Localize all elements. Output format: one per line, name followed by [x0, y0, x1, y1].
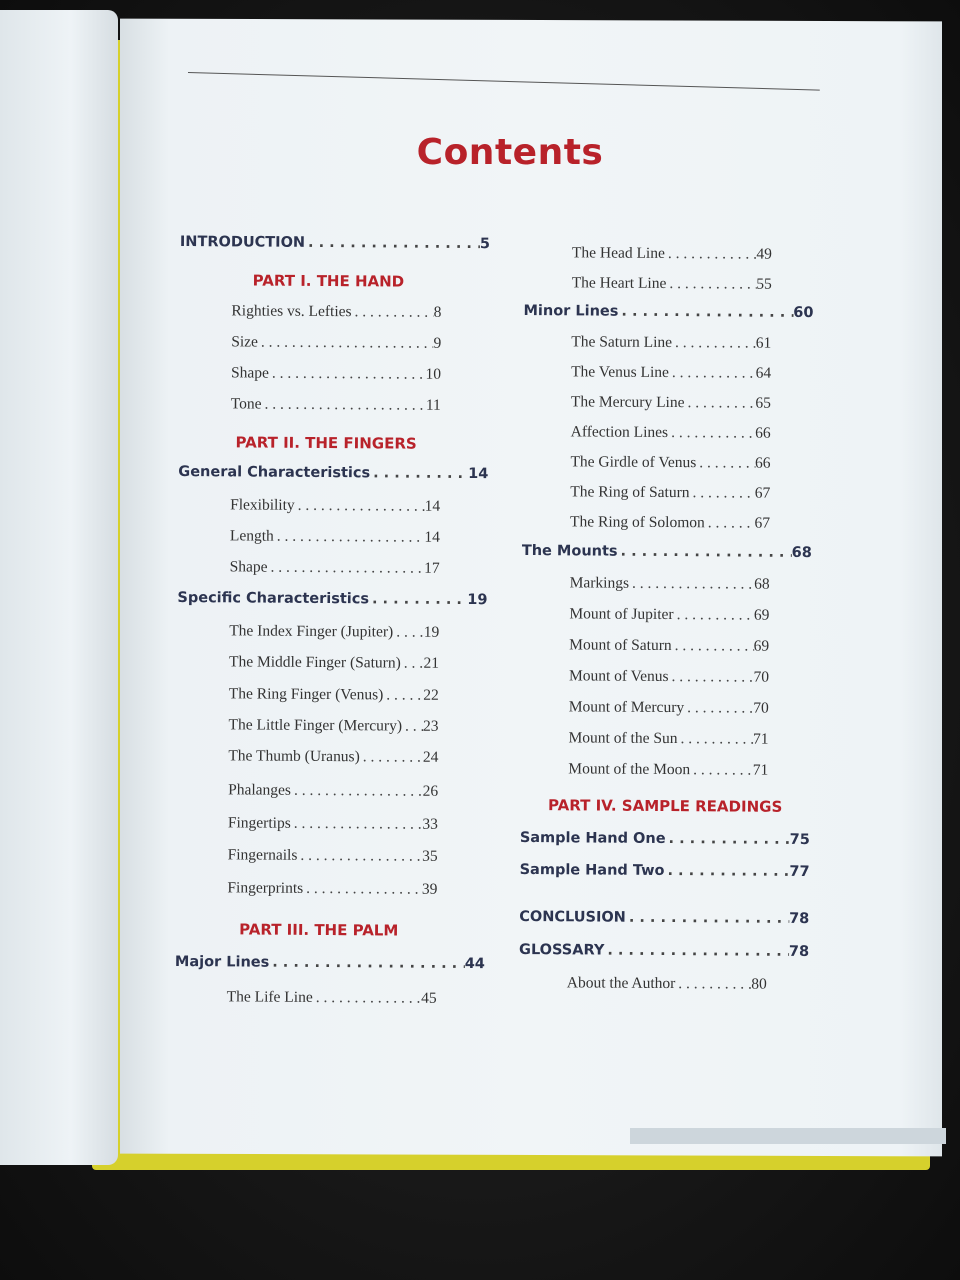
toc-page-number: 14	[424, 528, 440, 546]
page-bottom-edge	[630, 1128, 946, 1144]
toc-entry-label: The Ring of Solomon	[570, 513, 705, 532]
toc-entry	[570, 483, 770, 502]
toc-entry-label: Major Lines	[174, 953, 270, 971]
toc-entry	[571, 363, 771, 382]
toc-page-number: 66	[754, 454, 771, 472]
dot-leader	[268, 559, 425, 578]
dot-leader	[262, 396, 426, 415]
toc-page-number: 78	[789, 910, 810, 928]
dot-leader	[401, 655, 424, 673]
toc-entry	[231, 333, 441, 352]
toc-section-entry	[177, 590, 487, 608]
toc-entry-label: The Thumb (Uranus)	[228, 747, 360, 766]
toc-entry-label: The Heart Line	[571, 274, 667, 292]
toc-section-entry	[520, 830, 810, 848]
toc-entry-label: The Head Line	[571, 244, 665, 262]
toc-entry-label: Tone	[230, 395, 262, 413]
dot-leader	[303, 880, 422, 899]
toc-page-number: 71	[752, 730, 769, 748]
toc-entry-label: General Characteristics	[178, 463, 371, 482]
toc-entry-label: Fingerprints	[227, 879, 304, 897]
dot-leader	[291, 782, 423, 801]
toc-entry	[228, 814, 438, 833]
dot-leader	[675, 975, 751, 994]
toc-entry	[231, 395, 441, 414]
toc-entry-label: The Mercury Line	[570, 393, 685, 412]
toc-page-number: 19	[423, 623, 440, 641]
part-heading: PART IV. SAMPLE READINGS	[548, 796, 783, 816]
toc-page-number: 61	[755, 334, 772, 352]
toc-entry-label: The Ring Finger (Venus)	[228, 685, 384, 704]
toc-section-entry	[520, 862, 810, 880]
toc-page-number: 75	[789, 831, 810, 849]
toc-entry-label: Shape	[230, 364, 269, 382]
dot-leader	[291, 815, 423, 834]
toc-entry	[570, 574, 770, 593]
toc-page-number: 9	[433, 334, 442, 352]
toc-page-number: 77	[789, 863, 810, 881]
dot-leader	[618, 304, 793, 321]
dot-leader	[629, 575, 754, 594]
toc-section-entry	[178, 464, 488, 482]
dot-leader	[295, 497, 425, 516]
toc-entry	[230, 527, 440, 546]
toc-page-number: 5	[479, 236, 490, 253]
dot-leader	[618, 544, 792, 561]
toc-page-number: 64	[755, 364, 772, 382]
toc-entry-label: About the Author	[566, 974, 676, 993]
toc-section-entry	[519, 909, 809, 927]
toc-entry-label: Specific Characteristics	[177, 589, 370, 608]
toc-entry	[229, 685, 439, 704]
toc-entry-label: Mount of Saturn	[569, 636, 672, 655]
toc-entry-label: Length	[229, 527, 274, 545]
toc-page-number: 69	[753, 606, 770, 624]
toc-page-number: 65	[755, 394, 771, 412]
toc-entry-label: Affection Lines	[570, 423, 669, 442]
toc-entry	[568, 729, 768, 748]
toc-page-number: 67	[754, 514, 771, 532]
dot-leader	[705, 514, 755, 532]
dot-leader	[402, 718, 423, 736]
dot-leader	[672, 637, 754, 656]
toc-entry	[569, 667, 769, 686]
toc-page-number: 24	[422, 748, 439, 766]
toc-entry	[228, 846, 438, 865]
dot-leader	[305, 235, 480, 252]
toc-page-number: 33	[422, 815, 438, 833]
dot-leader	[666, 831, 790, 848]
toc-entry-label: INTRODUCTION	[179, 234, 306, 251]
toc-entry-label: The Little Finger (Mercury)	[228, 716, 403, 735]
dot-leader	[369, 591, 467, 608]
dot-leader	[626, 910, 789, 927]
toc-entry-label: Sample Hand One	[519, 829, 666, 848]
toc-entry-label: Mount of Mercury	[568, 698, 685, 717]
toc-entry	[570, 513, 770, 532]
toc-entry-label: Mount of Venus	[568, 667, 669, 686]
contents-page	[120, 19, 942, 1157]
toc-section-entry	[522, 543, 812, 561]
toc-page-number: 26	[422, 782, 439, 800]
toc-entry	[231, 364, 441, 383]
toc-entry-label: Markings	[569, 574, 630, 592]
toc-page-number: 78	[788, 943, 810, 961]
dot-leader	[352, 303, 434, 322]
toc-entry	[230, 558, 440, 577]
toc-page-number: 10	[425, 365, 442, 383]
toc-entry-label: Righties vs. Lefties	[231, 302, 352, 321]
toc-entry	[228, 747, 438, 766]
toc-entry-label: The Saturn Line	[571, 333, 673, 352]
dot-leader	[669, 668, 754, 687]
toc-section-entry	[180, 234, 490, 252]
toc-page-number: 35	[422, 847, 438, 865]
toc-page-number: 22	[423, 686, 439, 704]
toc-entry-label: GLOSSARY	[519, 941, 605, 959]
toc-entry	[229, 653, 439, 672]
toc-entry	[571, 333, 771, 352]
toc-page-number: 55	[756, 275, 772, 293]
dot-leader	[696, 454, 755, 472]
toc-page-number: 68	[791, 544, 812, 562]
toc-entry	[568, 760, 768, 779]
toc-entry	[227, 988, 437, 1007]
toc-entry	[569, 636, 769, 655]
toc-page-number: 14	[424, 497, 441, 515]
toc-entry	[572, 244, 772, 263]
dot-leader	[269, 955, 465, 972]
dot-leader	[666, 275, 756, 294]
toc-page-number: 45	[421, 989, 437, 1007]
part-heading: PART III. THE PALM	[239, 920, 399, 940]
toc-entry	[569, 605, 769, 624]
dot-leader	[690, 761, 753, 779]
dot-leader	[665, 245, 757, 264]
dot-leader	[274, 528, 425, 547]
toc-entry	[228, 781, 438, 800]
toc-entry	[572, 274, 772, 293]
toc-page-number: 21	[423, 654, 440, 672]
toc-entry-label: The Life Line	[226, 988, 313, 1006]
toc-entry-label: The Mounts	[521, 542, 618, 560]
page-title: Contents	[416, 132, 604, 173]
toc-entry	[229, 622, 439, 641]
dot-leader	[383, 686, 423, 704]
dot-leader	[672, 334, 756, 353]
dot-leader	[313, 989, 422, 1008]
toc-entry	[229, 716, 439, 735]
toc-entry-label: Minor Lines	[523, 302, 619, 320]
toc-entry-label: Sample Hand Two	[519, 861, 665, 879]
dot-leader	[668, 424, 755, 443]
toc-page-number: 70	[753, 668, 770, 686]
toc-entry-label: The Index Finger (Jupiter)	[229, 622, 394, 641]
toc-entry-label: Fingernails	[227, 846, 298, 864]
toc-entry	[569, 698, 769, 717]
part-heading: PART II. THE FINGERS	[235, 433, 417, 453]
toc-entry-label: Mount of the Sun	[568, 729, 678, 748]
toc-page-number: 23	[423, 717, 439, 735]
toc-entry-label: Mount of the Moon	[568, 760, 691, 779]
toc-entry-label: Fingertips	[227, 814, 291, 832]
toc-entry-label: Phalanges	[228, 781, 292, 799]
toc-page-number: 8	[433, 303, 442, 321]
dot-leader	[689, 484, 754, 502]
toc-page-number: 39	[421, 880, 438, 898]
toc-page-number: 67	[754, 484, 771, 502]
toc-entry	[230, 496, 440, 515]
toc-page-number: 17	[424, 559, 440, 577]
toc-page-number: 70	[753, 699, 769, 717]
toc-entry	[571, 423, 771, 442]
dot-leader	[684, 394, 755, 412]
toc-entry-label: The Ring of Saturn	[570, 483, 690, 502]
toc-page-number: 60	[793, 304, 814, 322]
toc-entry-label: CONCLUSION	[519, 908, 626, 926]
dot-leader	[604, 943, 789, 960]
dot-leader	[669, 364, 756, 383]
dot-leader	[258, 334, 434, 353]
toc-page-number: 80	[751, 975, 767, 993]
toc-page-number: 66	[755, 424, 771, 442]
dot-leader	[269, 365, 426, 384]
toc-page-number: 49	[756, 245, 772, 263]
toc-page-number: 14	[468, 466, 489, 483]
toc-page-number: 71	[752, 761, 769, 779]
toc-page-number: 11	[425, 396, 441, 414]
toc-entry-label: Size	[231, 333, 258, 351]
toc-section-entry	[175, 954, 485, 972]
dot-leader	[360, 748, 423, 766]
toc-entry	[231, 302, 441, 321]
toc-section-entry	[519, 942, 809, 960]
dot-leader	[677, 730, 753, 749]
toc-page-number: 69	[753, 637, 770, 655]
toc-entry	[567, 974, 767, 993]
dot-leader	[370, 465, 468, 482]
dot-leader	[664, 863, 789, 880]
toc-entry-label: The Girdle of Venus	[570, 453, 697, 472]
toc-section-entry	[523, 303, 813, 321]
part-heading: PART I. THE HAND	[252, 271, 405, 291]
toc-entry-label: Mount of Jupiter	[569, 605, 674, 624]
toc-page-number: 68	[754, 575, 770, 593]
toc-entry	[570, 453, 770, 472]
toc-entry	[571, 393, 771, 412]
toc-page-number: 44	[464, 956, 485, 973]
toc-entry-label: Shape	[229, 558, 268, 576]
toc-entry-label: The Middle Finger (Saturn)	[228, 653, 401, 672]
toc-entry	[227, 879, 437, 898]
toc-page-number: 19	[467, 592, 488, 609]
dot-leader	[674, 606, 754, 625]
left-page	[0, 10, 118, 1165]
toc-entry-label: Flexibility	[230, 496, 295, 514]
dot-leader	[297, 847, 422, 866]
toc-entry-label: The Venus Line	[571, 363, 670, 382]
dot-leader	[684, 699, 753, 717]
dot-leader	[393, 623, 424, 641]
